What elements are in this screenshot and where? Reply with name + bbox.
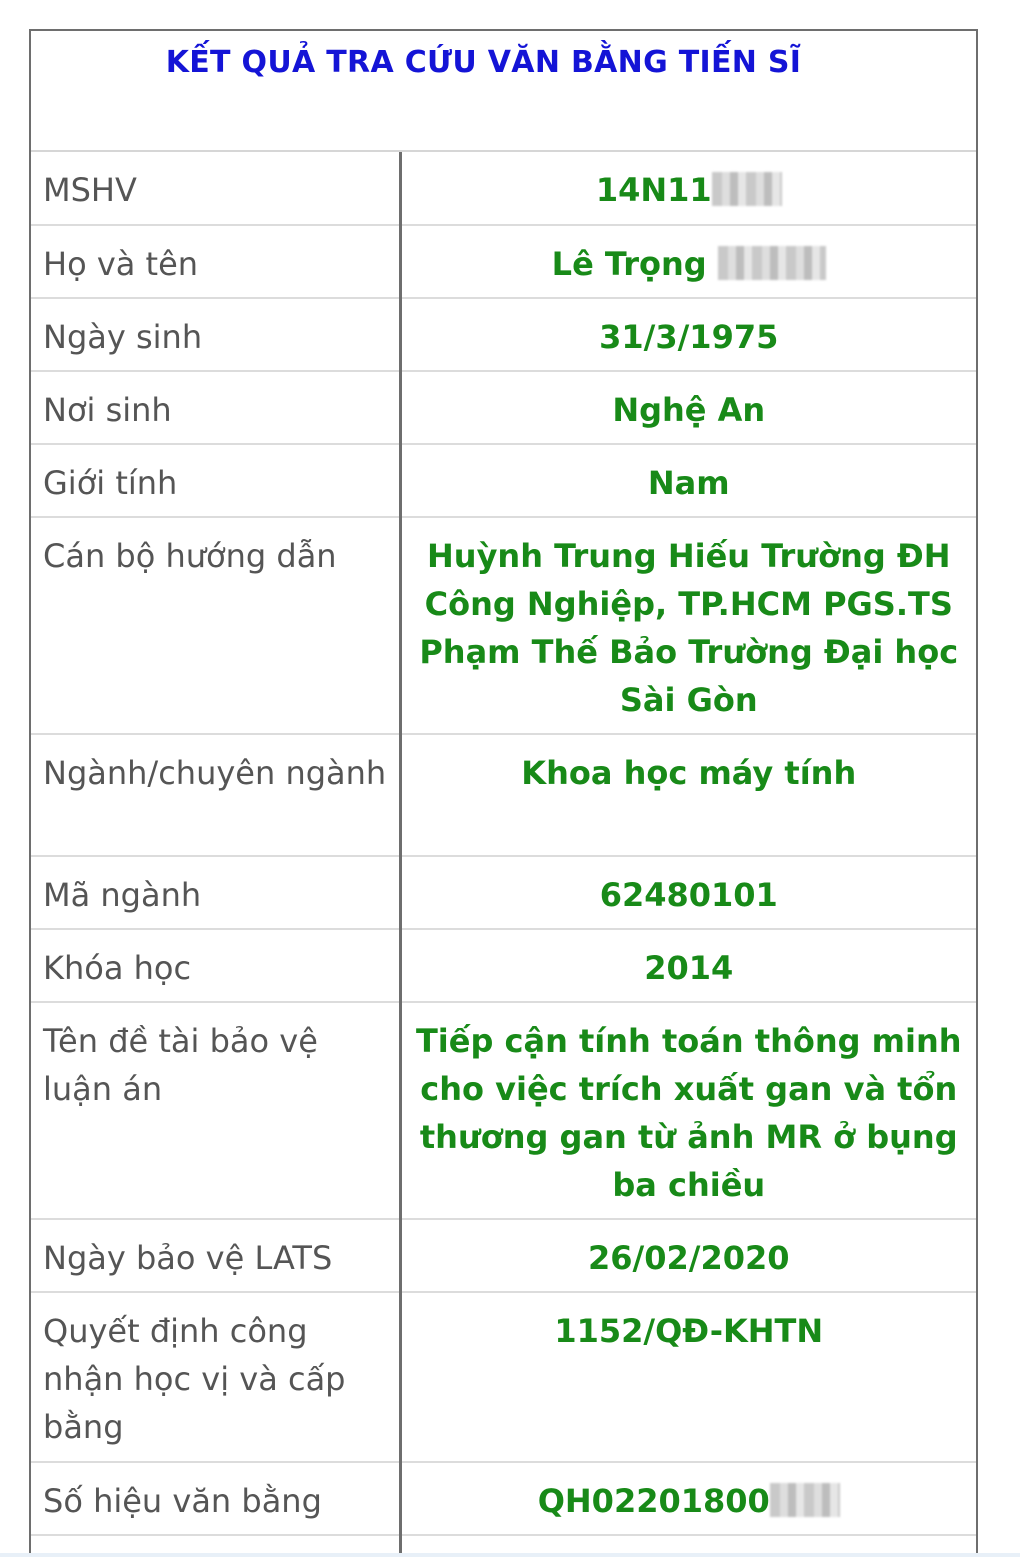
table-row <box>31 1292 976 1462</box>
table-row <box>31 1219 976 1292</box>
row-value <box>400 152 976 225</box>
page-title: KẾT QUẢ TRA CỨU VĂN BẰNG TIẾN SĨ <box>165 45 802 80</box>
result-panel <box>29 29 978 1557</box>
row-value-text: QH02201800 <box>537 1482 770 1520</box>
row-label: Ngành/chuyên ngành <box>31 734 400 856</box>
row-label: Cán bộ hướng dẫn <box>31 517 400 734</box>
row-label: MSHV <box>31 152 400 225</box>
row-value <box>400 225 976 298</box>
row-value-text: Lê Trọng <box>551 245 707 283</box>
table-row <box>31 1462 976 1535</box>
table-row <box>31 517 976 734</box>
row-label: Nơi sinh <box>31 371 400 444</box>
row-label: Ngày sinh <box>31 298 400 371</box>
row-label: Quyết định công nhận học vị và cấp bằng <box>31 1292 400 1462</box>
row-value: Tiếp cận tính toán thông minh cho việc trích xuất gan và tổn thương gan từ ảnh MR ở bụng ba chiều <box>400 1002 976 1219</box>
row-value: 62480101 <box>400 856 976 929</box>
redacted-blur <box>712 172 782 206</box>
row-value: 31/3/1975 <box>400 298 976 371</box>
redacted-blur <box>718 246 826 280</box>
row-value: 2014 <box>400 929 976 1002</box>
row-value: 1152/QĐ-KHTN <box>400 1292 976 1462</box>
table-row <box>31 225 976 298</box>
row-value: Khoa học máy tính <box>400 734 976 856</box>
row-value: Nghệ An <box>400 371 976 444</box>
table-row <box>31 444 976 517</box>
results-table <box>31 152 976 1557</box>
redacted-blur <box>770 1483 840 1517</box>
row-value: Huỳnh Trung Hiếu Trường ĐH Công Nghiệp, TP.HCM PGS.TS Phạm Thế Bảo Trường Đại học Sài Gòn <box>400 517 976 734</box>
row-label: Họ và tên <box>31 225 400 298</box>
title-box <box>31 31 976 152</box>
row-label: Số hiệu văn bằng <box>31 1462 400 1535</box>
table-row <box>31 371 976 444</box>
row-value-text: 14N11 <box>595 171 712 209</box>
table-row <box>31 856 976 929</box>
table-row <box>31 298 976 371</box>
table-row <box>31 929 976 1002</box>
row-label: Khóa học <box>31 929 400 1002</box>
bottom-edge <box>0 1553 1020 1557</box>
table-row <box>31 734 976 856</box>
table-row <box>31 152 976 225</box>
table-row <box>31 1002 976 1219</box>
row-label: Ngày bảo vệ LATS <box>31 1219 400 1292</box>
row-value: 26/02/2020 <box>400 1219 976 1292</box>
row-label: Tên đề tài bảo vệ luận án <box>31 1002 400 1219</box>
row-label: Giới tính <box>31 444 400 517</box>
row-value <box>400 1462 976 1535</box>
row-value: Nam <box>400 444 976 517</box>
row-label: Mã ngành <box>31 856 400 929</box>
